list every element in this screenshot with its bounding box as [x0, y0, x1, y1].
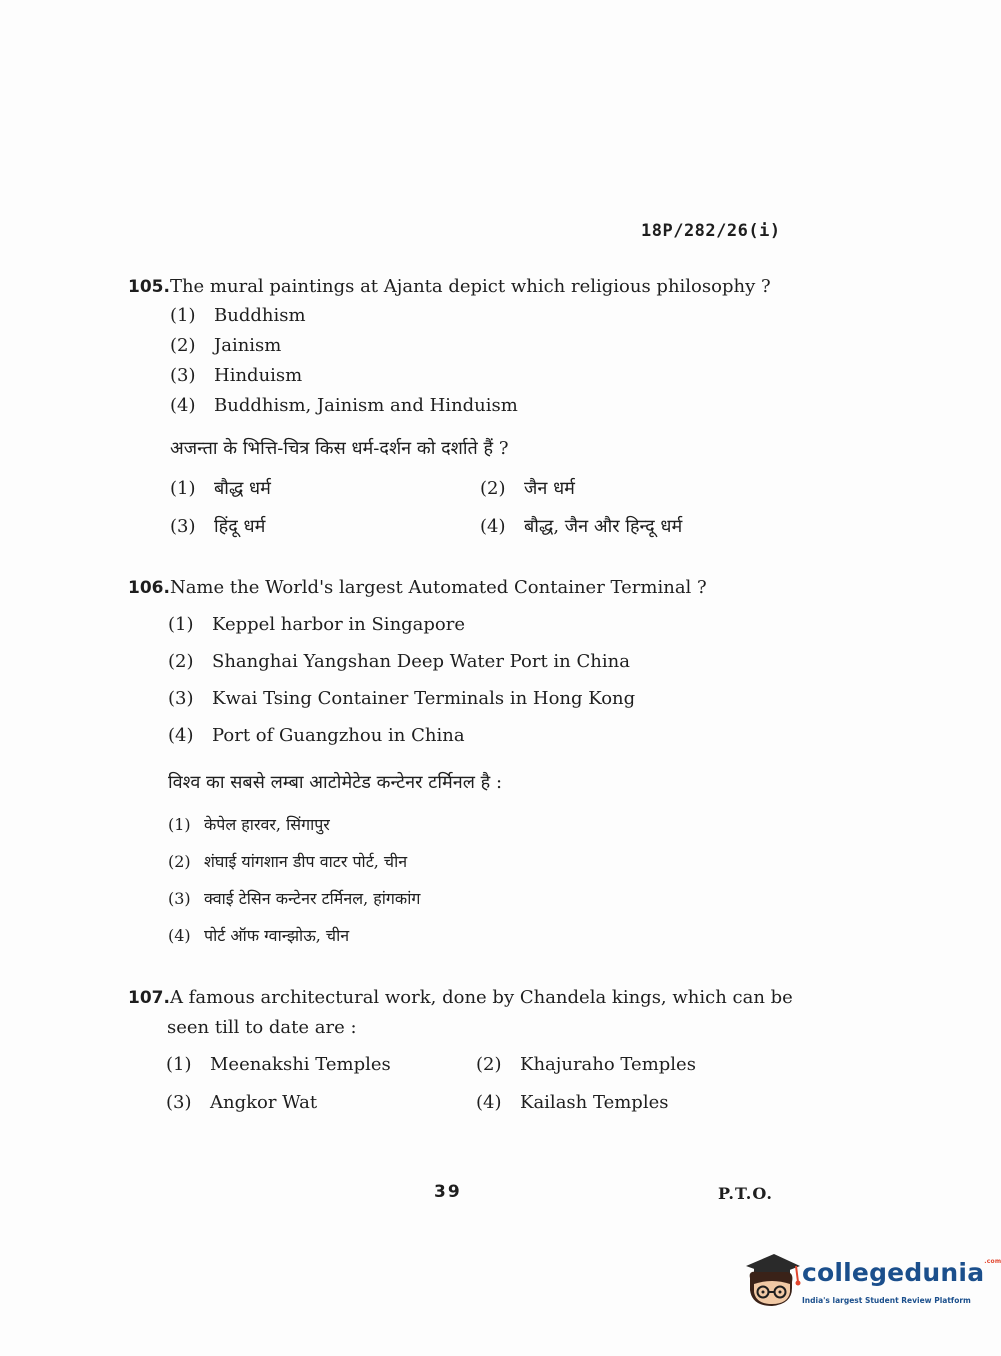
option-number: (4)	[168, 725, 194, 746]
option-number: (1)	[168, 614, 194, 635]
option-number: (2)	[480, 478, 506, 499]
question-106-options	[168, 606, 635, 754]
option-text: Khajuraho Temples	[520, 1054, 696, 1075]
question-105-hindi-options	[170, 470, 770, 546]
option-number: (3)	[168, 889, 191, 908]
option-number: (3)	[170, 365, 196, 386]
option	[168, 717, 635, 754]
question-text: The mural paintings at Ajanta depict which religious philosophy ?	[169, 276, 771, 297]
option-number: (2)	[168, 852, 191, 871]
collegedunia-watermark	[740, 1248, 1001, 1318]
option-number: (4)	[476, 1092, 502, 1113]
option	[166, 1084, 317, 1122]
option-text: Kailash Temples	[520, 1092, 669, 1113]
brand-tagline: India's largest Student Review Platform	[802, 1296, 971, 1305]
question-text-line2: seen till to date are :	[167, 1017, 357, 1038]
option-number: (3)	[170, 516, 196, 537]
option-number: (3)	[166, 1092, 192, 1113]
brand-suffix: .com	[984, 1258, 1001, 1265]
option	[168, 680, 635, 717]
option-text: जैन धर्म	[524, 478, 575, 499]
question-105	[128, 272, 788, 302]
pto-label: P.T.O.	[718, 1184, 773, 1203]
brand-name: collegedunia$^{.com}$	[802, 1258, 1001, 1287]
question-number: 107.	[128, 988, 170, 1008]
option-text: Angkor Wat	[210, 1092, 318, 1113]
option-text: बौद्ध धर्म	[214, 478, 271, 499]
hindi-option	[480, 470, 575, 508]
question-105-options	[170, 301, 518, 421]
student-mascot-icon	[740, 1248, 802, 1314]
question-text-line1: A famous architectural work, done by Chandela kings, which can be	[169, 987, 793, 1008]
option-text: Keppel harbor in Singapore	[212, 614, 466, 635]
option-text: बौद्ध, जैन और हिन्दू धर्म	[524, 516, 683, 537]
option	[170, 361, 518, 391]
option-number: (2)	[170, 335, 196, 356]
hindi-option	[480, 508, 682, 546]
hindi-option	[168, 917, 420, 954]
option-number: (4)	[170, 395, 196, 416]
option	[170, 331, 518, 361]
option	[166, 1046, 391, 1084]
option-number: (1)	[170, 305, 196, 326]
question-106-hindi-text: विश्व का सबसे लम्बा आटोमेटेड कन्टेनर टर्मिनल है :	[168, 772, 503, 793]
option-number: (4)	[168, 926, 191, 945]
option-number: (2)	[168, 651, 194, 672]
option	[476, 1084, 668, 1122]
option-number: (4)	[480, 516, 506, 537]
option	[168, 606, 635, 643]
option	[168, 643, 635, 680]
option-number: (2)	[476, 1054, 502, 1075]
hindi-option	[170, 508, 265, 546]
page-number: 39	[434, 1182, 462, 1202]
hindi-option	[168, 880, 420, 917]
paper-code: 18P/282/26(i)	[641, 221, 781, 241]
option-number: (1)	[166, 1054, 192, 1075]
option-text: पोर्ट ऑफ ग्वान्झोऊ, चीन	[204, 926, 350, 945]
option-number: (1)	[170, 478, 196, 499]
option-text: Jainism	[214, 335, 282, 356]
hindi-option	[168, 843, 420, 880]
question-106	[128, 573, 788, 603]
option-text: Buddhism	[214, 305, 306, 326]
option	[476, 1046, 696, 1084]
option-text: Shanghai Yangshan Deep Water Port in China	[212, 651, 630, 672]
option-text: Port of Guangzhou in China	[212, 725, 465, 746]
option-text: शंघाई यांगशान डीप वाटर पोर्ट, चीन	[204, 852, 408, 871]
question-number: 106.	[128, 578, 170, 598]
option-text: क्वाई टेसिन कन्टेनर टर्मिनल, हांगकांग	[204, 889, 421, 908]
question-105-hindi-text: अजन्ता के भित्ति-चित्र किस धर्म-दर्शन को दर्शाते हैं ?	[170, 438, 509, 459]
question-107-options	[166, 1046, 766, 1122]
option-text: Kwai Tsing Container Terminals in Hong Kong	[212, 688, 636, 709]
question-106-hindi-options	[168, 806, 420, 954]
option-number: (1)	[168, 815, 191, 834]
question-text: Name the World's largest Automated Container Terminal ?	[169, 577, 707, 598]
option-number: (3)	[168, 688, 194, 709]
option	[170, 391, 518, 421]
question-107	[128, 983, 808, 1043]
hindi-option	[168, 806, 420, 843]
option	[170, 301, 518, 331]
option-text: हिंदू धर्म	[214, 516, 266, 537]
option-text: केपेल हारवर, सिंगापुर	[204, 815, 330, 834]
hindi-option	[170, 470, 271, 508]
option-text: Buddhism, Jainism and Hinduism	[214, 395, 518, 416]
option-text: Meenakshi Temples	[210, 1054, 391, 1075]
question-number: 105.	[128, 277, 170, 297]
option-text: Hinduism	[214, 365, 303, 386]
